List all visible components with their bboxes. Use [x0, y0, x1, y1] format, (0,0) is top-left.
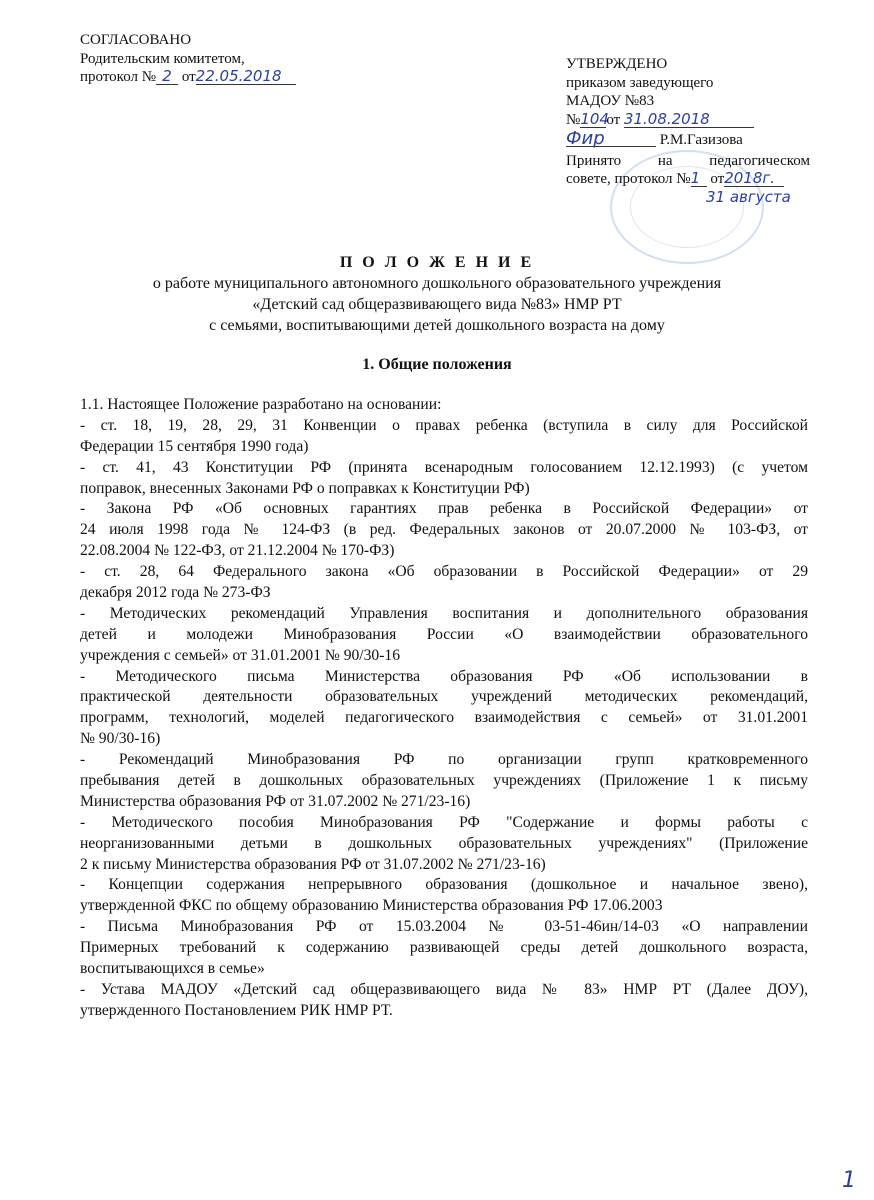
paragraph [80, 458, 808, 500]
paragraph [80, 813, 808, 876]
approval-block-right [566, 55, 810, 207]
approved-right-title: УТВЕРЖДЕНО [566, 56, 668, 72]
paragraph-line: - Методических рекомендаций Управления воспитания и дополнительного образования [80, 604, 808, 622]
paragraph [80, 667, 808, 751]
institution-label: МАДОУ №83 [566, 93, 655, 109]
paragraph [80, 562, 808, 604]
order-line [566, 111, 810, 130]
council-protocol-line [566, 170, 810, 189]
signature: Фир [566, 131, 656, 147]
paragraph-line: - Закона РФ «Об основных гарантиях прав ребенка в Российской Федерации» от [80, 500, 808, 518]
protocol-date-handwritten: 22.05.2018 [196, 69, 296, 85]
accepted-line: Принято на педагогическом [566, 152, 810, 169]
paragraph [80, 750, 808, 813]
paragraph-line: практической деятельности образовательных учреждений методических рекомендаций, [80, 688, 808, 706]
paragraph-line: детей и молодежи Минобразования России «О взаимодействии образовательного [80, 625, 808, 643]
date-prefix: от [181, 69, 196, 85]
order-prefix: № [566, 111, 581, 128]
paragraph-line: 22.08.2004 № 122-ФЗ, от 21.12.2004 № 170-ФЗ) [80, 542, 395, 560]
paragraph-line: утвержденной ФКС по общему образованию Министерства образования РФ 17.06.2003 [80, 897, 663, 915]
paragraph-line: 24 июля 1998 года № 124-ФЗ (в ред. Федеральных законов от 20.07.2000 № 103-ФЗ, от [80, 521, 808, 539]
paragraph [80, 395, 808, 416]
document-title [0, 252, 874, 336]
paragraph-line: учреждения с семьей» от 31.01.2001 № 90/30-16 [80, 646, 400, 664]
paragraph-line: неорганизованными детьми в дошкольных образовательных учреждениях" (Приложение [80, 834, 808, 852]
signature-line [566, 128, 810, 150]
paragraph-line: Федерации 15 сентября 1990 года) [80, 437, 309, 455]
paragraph-line: - Устава МАДОУ «Детский сад общеразвивающего вида № 83» НМР РТ (Далее ДОУ), [80, 980, 808, 998]
paragraph [80, 604, 808, 667]
section-heading: 1. Общие положения [362, 356, 512, 373]
title-line-2: «Детский сад общеразвивающего вида №83» НМР РТ [252, 296, 622, 313]
paragraph-line: - Письма Минобразования РФ от 15.03.2004 № 03-51-46ин/14-03 «О направлении [80, 918, 808, 936]
paragraph-line: пребывания детей в дошкольных образовательных учреждениях (Приложение 1 к письму [80, 772, 808, 790]
protocol-line [80, 68, 296, 87]
paragraph-line: - Рекомендаций Минобразования РФ по организации групп кратковременного [80, 751, 808, 769]
protocol-number-handwritten: 2 [156, 69, 178, 85]
order-label: приказом заведующего [566, 74, 714, 91]
paragraph-line: - ст. 18, 19, 28, 29, 31 Конвенции о правах ребенка (вступила в силу для Российской [80, 416, 808, 434]
paragraph-line: утвержденного Постановлением РИК НМР РТ. [80, 1001, 393, 1019]
paragraph-line: - ст. 28, 64 Федерального закона «Об образовании в Российской Федерации» от 29 [80, 563, 808, 581]
paragraph-line: воспитывающихся в семье» [80, 960, 265, 978]
paragraph-line: 2 к письму Министерства образования РФ от 31.07.2002 № 271/23-16) [80, 855, 546, 873]
paragraph [80, 499, 808, 562]
paragraph-line: поправок, внесенных Законами РФ о поправках к Конституции РФ) [80, 479, 530, 497]
title-line-1: о работе муниципального автономного дошкольного образовательного учреждения [152, 275, 722, 292]
paragraph-line: декабря 2012 года № 273-ФЗ [80, 584, 271, 602]
protocol-prefix: протокол № [80, 69, 157, 85]
committee-label: Родительским комитетом, [80, 50, 245, 67]
approved-title: СОГЛАСОВАНО [80, 32, 192, 48]
title-heading: П О Л О Ж Е Н И Е [339, 254, 535, 271]
paragraph-line: программ, технологий, моделей педагогического взаимодействия с семьей» от 31.01.2001 [80, 709, 808, 727]
paragraph-line: - Методического письма Министерства образования РФ «Об использовании в [80, 667, 808, 685]
paragraph-line: Примерных требований к содержанию развивающей среды детей дошкольного возраста, [80, 939, 808, 957]
paragraph [80, 980, 808, 1022]
paragraph-line: № 90/30-16) [80, 730, 161, 748]
signatory-name: Р.М.Газизова [659, 132, 743, 148]
paragraph [80, 917, 808, 980]
order-number-handwritten: 104 [580, 109, 609, 128]
council-prefix: совете, протокол № [566, 171, 691, 187]
paragraph-line: - Концепции содержания непрерывного образования (дошкольное и начальное звено), [80, 876, 808, 894]
paragraph-line: 1.1. Настоящее Положение разработано на основании: [80, 396, 442, 413]
paragraph [80, 875, 808, 917]
council-number-handwritten: 1 [691, 171, 707, 187]
order-date-handwritten: 31.08.2018 [624, 112, 754, 128]
order-date-prefix: от [606, 111, 621, 128]
council-date-handwritten: 31 августа [706, 187, 791, 206]
title-line-3: с семьями, воспитывающими детей дошкольного возраста на дому [209, 317, 665, 334]
document-body [80, 395, 808, 1022]
council-year-handwritten: 2018г. [724, 171, 784, 187]
paragraph-line: - Методического пособия Минобразования РФ "Содержание и формы работы с [80, 813, 808, 831]
approval-block-left [80, 31, 296, 87]
paragraph-line: - ст. 41, 43 Конституции РФ (принята всенародным голосованием 12.12.1993) (с учетом [80, 458, 808, 476]
paragraph [80, 416, 808, 458]
council-date-prefix: от [710, 171, 725, 187]
paragraph-line: Министерства образования РФ от 31.07.2002 № 271/23-16) [80, 792, 471, 810]
page-number-handwritten: 1 [842, 1168, 856, 1193]
